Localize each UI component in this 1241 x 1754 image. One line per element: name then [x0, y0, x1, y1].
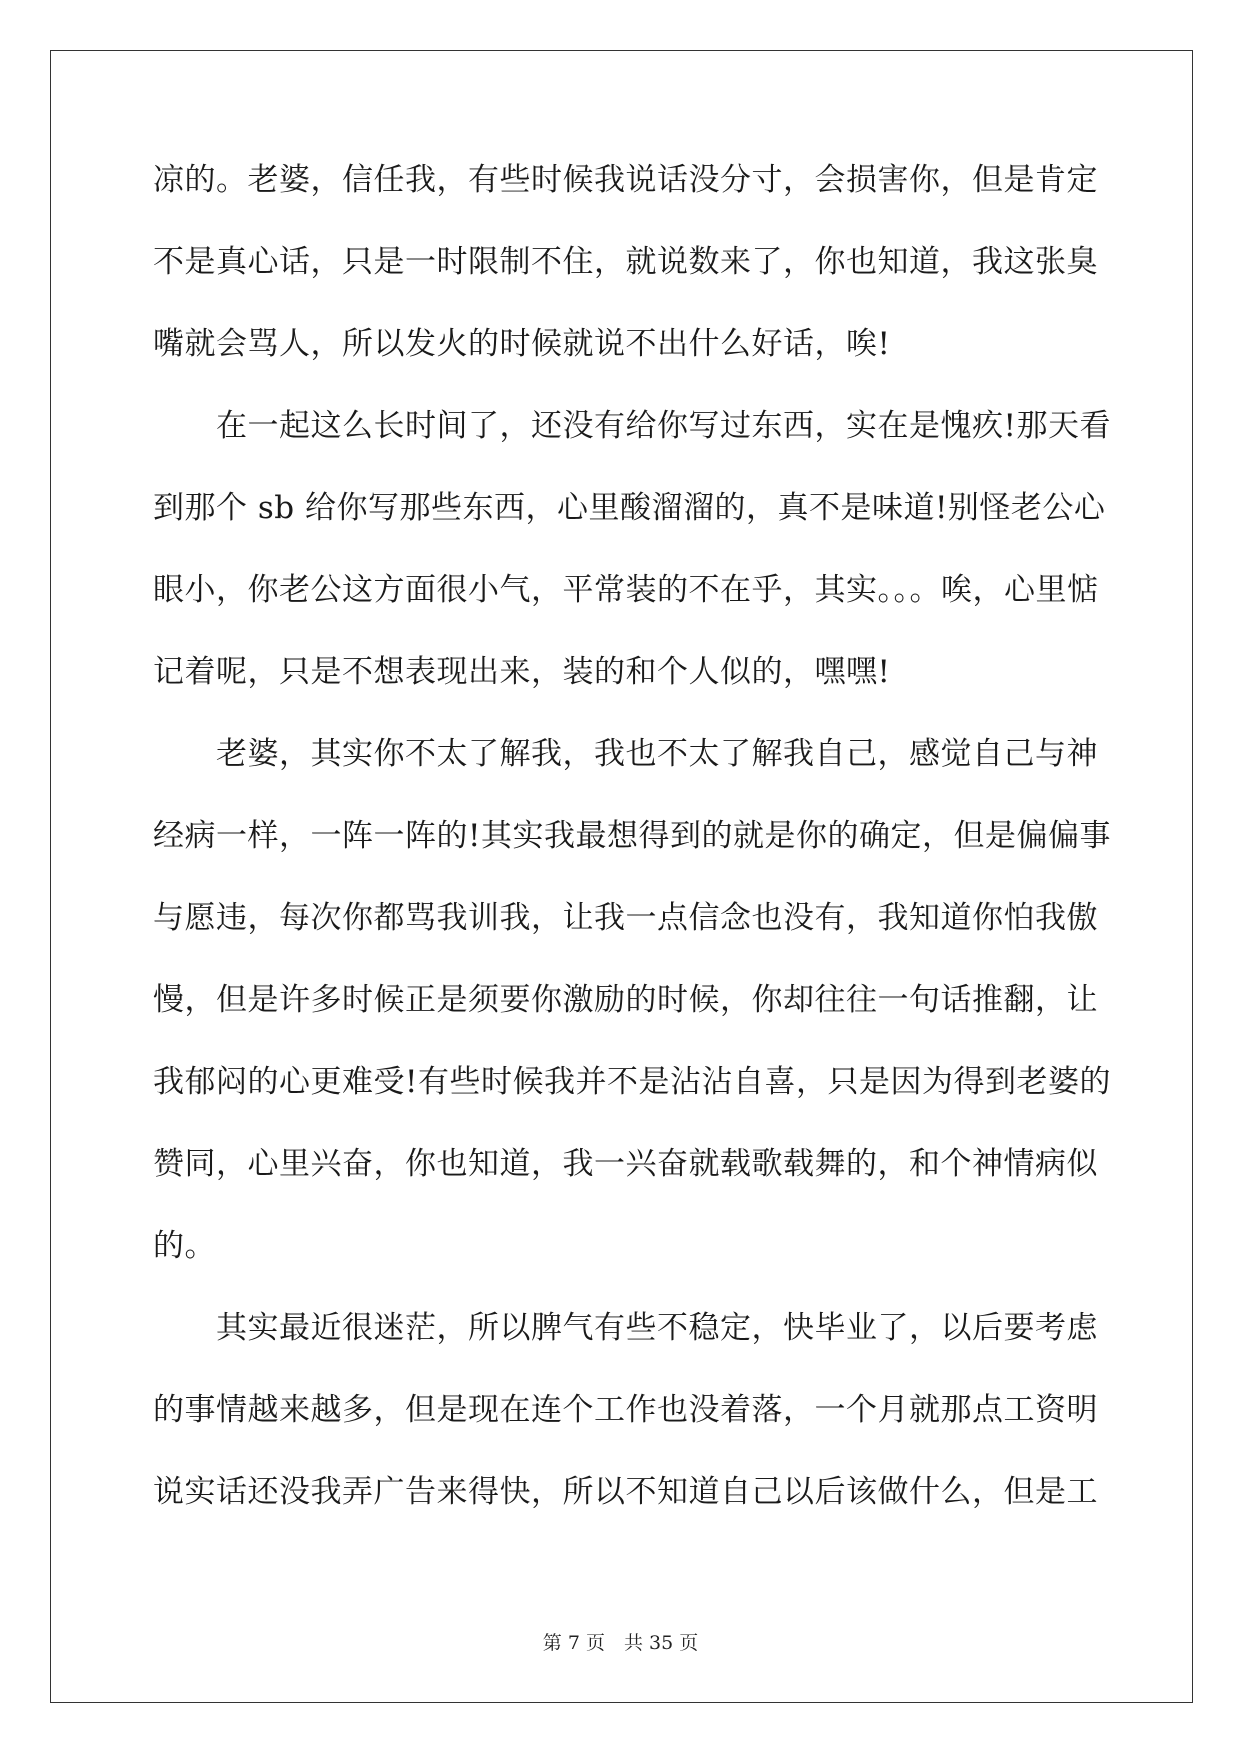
text-line: 赞同，心里兴奋，你也知道，我一兴奋就载歌载舞的，和个神情病似 — [153, 1146, 1098, 1182]
text-line: 其实最近很迷茫，所以脾气有些不稳定，快毕业了，以后要考虑 — [153, 1310, 1098, 1346]
text-line: 经病一样，一阵一阵的!其实我最想得到的就是你的确定，但是偏偏事 — [153, 818, 1111, 854]
text-line: 到那个 sb 给你写那些东西，心里酸溜溜的，真不是味道!别怪老公心 — [153, 490, 1106, 526]
text-line: 在一起这么长时间了，还没有给你写过东西，实在是愧疚!那天看 — [153, 408, 1111, 444]
text-line: 慢，但是许多时候正是须要你激励的时候，你却往往一句话推翻，让 — [153, 982, 1098, 1018]
text-line: 与愿违，每次你都骂我训我，让我一点信念也没有，我知道你怕我傲 — [153, 900, 1098, 936]
text-line: 凉的。老婆，信任我，有些时候我说话没分寸，会损害你，但是肯定 — [153, 162, 1098, 198]
text-line: 我郁闷的心更难受!有些时候我并不是沾沾自喜，只是因为得到老婆的 — [153, 1064, 1111, 1100]
text-line: 的事情越来越多，但是现在连个工作也没着落，一个月就那点工资明 — [153, 1392, 1098, 1428]
text-line: 眼小，你老公这方面很小气，平常装的不在乎，其实。。。唉，心里惦 — [153, 572, 1099, 608]
document-body — [153, 160, 1111, 1554]
text-line: 不是真心话，只是一时限制不住，就说数来了，你也知道，我这张臭 — [153, 244, 1098, 280]
text-line: 老婆，其实你不太了解我，我也不太了解我自己，感觉自己与神 — [153, 736, 1098, 772]
text-line: 记着呢，只是不想表现出来，装的和个人似的，嘿嘿! — [153, 654, 891, 690]
page-number-footer: 第 7 页 共 35 页 — [542, 1632, 699, 1654]
text-line: 嘴就会骂人，所以发火的时候就说不出什么好话，唉! — [153, 326, 891, 362]
text-line: 说实话还没我弄广告来得快，所以不知道自己以后该做什么，但是工 — [153, 1474, 1098, 1510]
text-line: 的。 — [153, 1228, 216, 1264]
